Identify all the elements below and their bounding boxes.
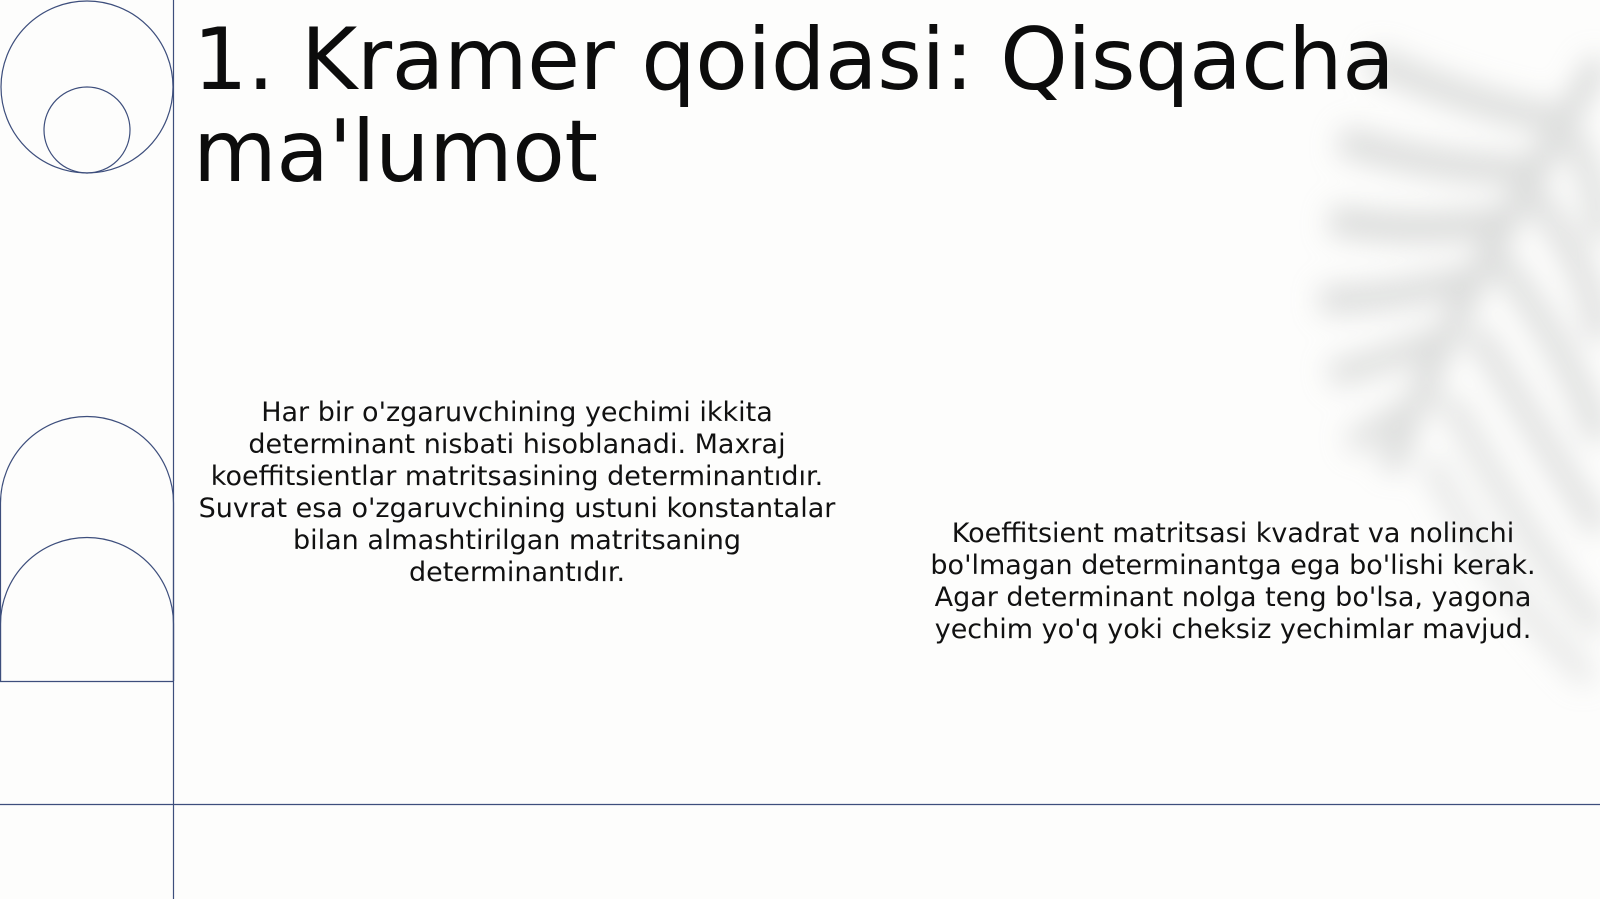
small-circle-outline [44, 87, 130, 173]
slide-title: 1. Kramer qoidasi: Qisqacha ma'lumot [193, 10, 1395, 202]
right-paragraph: Koeffitsient matritsasi kvadrat va nolinchi bo'lmagan determinantga ega bo'lishi kerak. Agar determinant nolga teng bo'lsa, yagona yechim yo'q yoki cheksiz yechimlar mavjud. [930, 518, 1536, 645]
left-paragraph: Har bir o'zgaruvchining yechimi ikkita determinant nisbati hisoblanadi. Maxraj koeffitsientlar matritsasining determinantıdır. Suvrat esa o'zgaruvchining ustuni konstantalar bilan almashtirilgan matritsaning determinantıdır. [198, 397, 836, 588]
small-arch-outline [1, 538, 174, 681]
large-arch-outline [1, 417, 174, 681]
